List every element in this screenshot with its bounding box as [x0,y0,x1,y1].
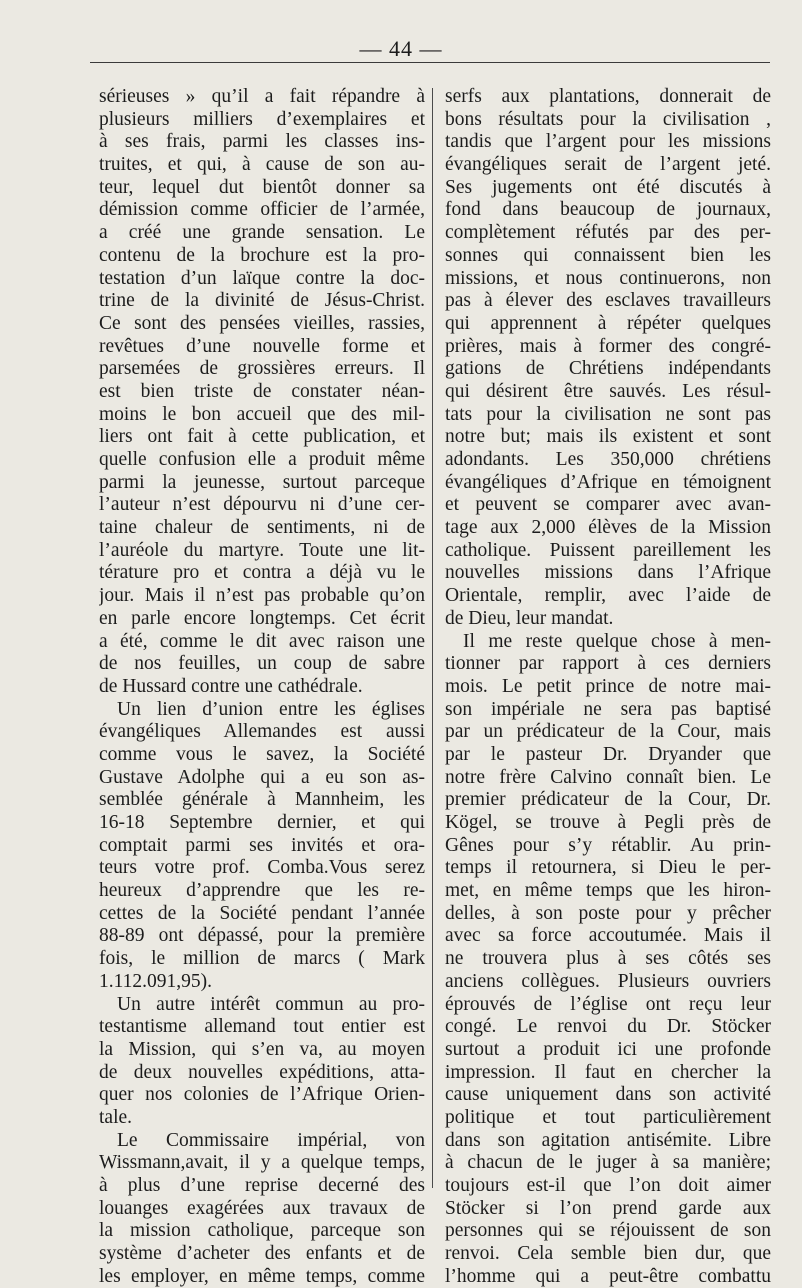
text-line: delles, à son poste pour y prêcher [445,902,771,924]
text-line: Un lien d’union entre les églises [117,698,425,720]
text-line: louanges exagérées aux travaux de [99,1197,425,1219]
text-line: teur, lequel dut bientôt donner sa [99,176,425,198]
text-line: quelle confusion elle a produit même [99,449,425,470]
text-line: l’auréole du martyre. Toute une lit- [99,539,425,561]
text-line: premier prédicateur de la Cour, Dr. [445,789,771,811]
text-line: son impériale ne sera pas baptisé [445,698,771,720]
text-line: térature pro et contra a déjà vu le [99,562,425,584]
text-line: Ses jugements ont été discutés à [445,176,771,198]
text-line: Stöcker si l’on prend garde aux [445,1197,771,1219]
text-line: revêtues d’une nouvelle forme et [99,335,425,357]
text-line: toujours est-il que l’on doit aimer [445,1175,771,1196]
text-line: dans son agitation antisémite. Libre [445,1129,771,1151]
text-line: de deux nouvelles expéditions, atta- [99,1061,425,1083]
text-line: missions, et nous continuerons, non [445,267,771,289]
text-line: ne trouvera plus à ses côtés ses [445,948,771,970]
text-line: tats pour la civilisation ne sont pas [445,403,771,425]
text-line: évangéliques d’Afrique en témoignent [445,471,771,493]
text-line: sérieuses » qu’il a fait répandre à [99,86,425,107]
text-line: congé. Le renvoi du Dr. Stöcker [445,1016,771,1038]
text-line: Gustave Adolphe qui a eu son as- [99,766,425,788]
text-line: Wissmann,avait, il y a quelque temps, [99,1152,425,1174]
text-line: contenu de la brochure est la pro- [99,244,425,266]
text-line: pas à élever des esclaves travailleurs [445,290,771,312]
text-line: parsemées de grossières erreurs. Il [99,358,425,380]
text-line: 88-89 ont dépassé, pour la première [99,925,425,947]
text-line: liers ont fait à cette publication, et [99,426,425,448]
text-line: comptait parmi ses invités et ora- [99,834,425,856]
text-line: par le pasteur Dr. Dryander que [445,743,771,765]
text-line: de Hussard contre une cathédrale. [99,675,363,697]
text-line: avec sa force accoutumée. Mais il [445,925,771,947]
text-line: qui apprennent à répéter quelques [445,312,771,334]
text-line: trine de la divinité de Jésus-Christ. [99,290,425,312]
text-line: anciens collègues. Plusieurs ouvriers [445,970,771,992]
text-line: l’homme qui a peut-être combattu [445,1265,771,1287]
text-line: adondants. Les 350,000 chrétiens [445,449,771,470]
text-line: impression. Il faut en chercher la [445,1061,771,1083]
text-line: et peuvent se comparer avec avan- [445,494,771,516]
text-line: temps il retournera, si Dieu le per- [445,857,771,879]
text-line: semblée générale à Mannheim, les [99,789,425,811]
text-line: plusieurs milliers d’exemplaires et [99,108,425,130]
text-line: moins le bon accueil que des mil- [99,403,425,425]
text-line: fois, le million de marcs ( Mark [99,948,425,970]
text-line: heureux d’apprendre que les re- [99,880,425,902]
text-line: jour. Mais il n’est pas probable qu’on [99,585,425,607]
text-line: renvoi. Cela semble bien dur, que [445,1243,771,1265]
text-line: Un autre intérêt commun au pro- [117,993,425,1015]
text-line: tale. [99,1106,133,1128]
text-line: les employer, en même temps, comme [99,1265,425,1287]
text-line: a été, comme le dit avec raison une [99,630,425,652]
text-line: Gênes pour s’y rétablir. Au prin- [445,834,771,856]
text-line: taine chaleur de sentiments, ni de [99,517,425,539]
text-line: qui désirent être sauvés. Les résul- [445,380,771,402]
text-line: tage aux 2,000 élèves de la Mission [445,517,771,539]
text-line: serfs aux plantations, donnerait de [445,86,771,107]
text-line: évangéliques serait de l’argent jeté. [445,154,771,176]
text-line: 1.112.091,95). [99,970,213,992]
text-line: éprouvés de l’église ont reçu leur [445,993,771,1015]
text-line: la Mission, qui s’en va, au moyen [99,1038,425,1060]
header-rule [90,62,770,63]
left-column [99,86,425,1288]
text-line: complètement réfutés par des per- [445,222,771,244]
text-line: testantisme allemand tout entier est [99,1016,425,1038]
text-line: personnes qui se réjouissent de son [445,1220,771,1242]
text-line: truites, et qui, à cause de son au- [99,154,425,176]
text-line: tionner par rapport à ces derniers [445,653,771,675]
text-line: en parle encore longtemps. Cet écrit [99,607,425,629]
text-line: fond dans beaucoup de journaux, [445,199,771,221]
text-line: évangéliques Allemandes est aussi [99,721,425,743]
text-line: politique et tout particulièrement [445,1106,771,1128]
right-column [445,86,771,1288]
text-line: Il me reste quelque chose à men- [463,630,771,652]
text-line: système d’acheter des enfants et de [99,1243,425,1265]
text-line: sonnes qui connaissent bien les [445,244,771,266]
page-number: — 44 — [359,36,443,61]
text-line: a créé une grande sensation. Le [99,222,425,244]
text-line: prières, mais à former des congré- [445,335,771,357]
text-line: tandis que l’argent pour les missions [445,131,771,153]
text-line: Kögel, se trouve à Pegli près de [445,812,771,833]
text-line: de Dieu, leur mandat. [445,607,614,629]
text-line: testation d’un laïque contre la doc- [99,267,425,289]
text-line: comme vous le savez, la Société [99,743,425,765]
text-line: notre frère Calvino connaît bien. Le [445,766,771,788]
text-line: gations de Chrétiens indépendants [445,358,771,380]
text-line: catholique. Puissent pareillement les [445,539,771,561]
text-line: bons résultats pour la civilisation , [445,108,771,130]
text-line: cettes de la Société pendant l’année [99,902,425,924]
text-line: mois. Le petit prince de notre mai- [445,675,771,697]
text-line: par un prédicateur de la Cour, mais [445,721,771,743]
text-line: parmi la jeunesse, surtout parceque [99,471,425,493]
text-line: démission comme officier de l’armée, [99,199,425,221]
text-line: teurs votre prof. Comba.Vous serez [99,857,425,879]
text-line: nouvelles missions dans l’Afrique [445,562,771,584]
text-line: Le Commissaire impérial, von [117,1129,425,1151]
text-line: met, en même temps que les hiron- [445,880,771,902]
text-line: cause uniquement dans son activité [445,1084,771,1106]
text-line: l’auteur n’est dépourvu ni d’une cer- [99,494,425,516]
text-line: Orientale, remplir, avec l’aide de [445,585,771,607]
column-divider [432,88,433,1188]
text-line: notre but; mais ils existent et sont [445,426,771,448]
text-line: à plus d’une reprise decerné des [99,1175,425,1196]
text-line: de nos feuilles, un coup de sabre [99,653,425,675]
text-line: la mission catholique, parceque son [99,1220,425,1242]
text-line: Ce sont des pensées vieilles, rassies, [99,312,425,334]
text-line: surtout a produit ici une profonde [445,1038,771,1060]
text-line: est bien triste de constater néan- [99,380,425,402]
text-line: à chacun de le juger à sa manière; [445,1152,771,1174]
text-line: 16-18 Septembre dernier, et qui [99,812,425,833]
text-line: quer nos colonies de l’Afrique Orien- [99,1084,425,1106]
text-line: à ses frais, parmi les classes ins- [99,131,425,153]
